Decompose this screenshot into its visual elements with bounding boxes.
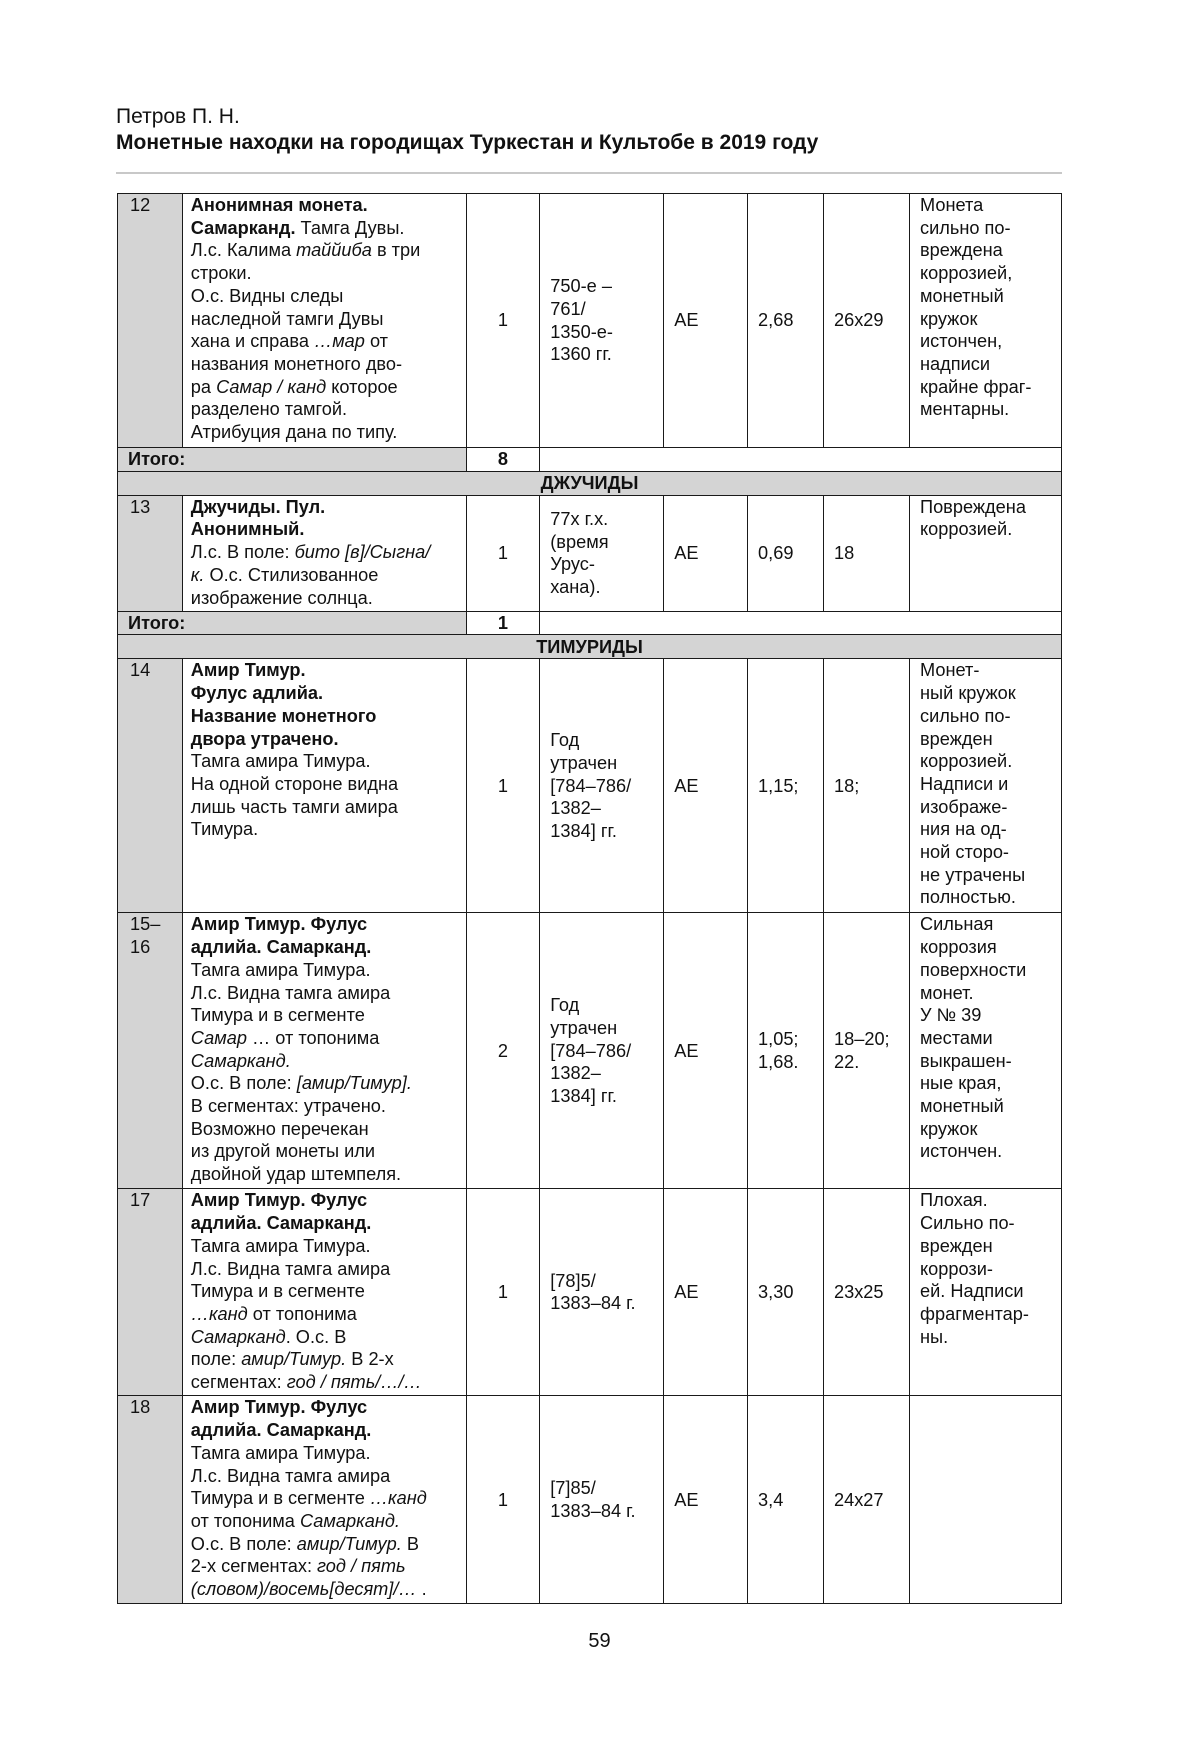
coin-weight (748, 1396, 824, 1604)
section-header (118, 635, 1062, 659)
description-text: … от топонима (246, 1027, 380, 1048)
cell-line: коррозия (920, 937, 997, 958)
description-line (191, 194, 462, 217)
coin-notes (910, 194, 1062, 448)
row-number-line: 14 (130, 660, 151, 681)
description-line (191, 728, 462, 751)
description-line (191, 1050, 462, 1073)
coin-quantity: 1 (466, 1396, 540, 1604)
coin-quantity: 1 (466, 495, 540, 611)
description-line (191, 398, 462, 421)
coin-notes (910, 913, 1062, 1189)
description-text: . О.с. В (285, 1326, 347, 1347)
cell-line: вреждена (920, 240, 1003, 261)
description-line (191, 239, 462, 262)
coin-notes (910, 1396, 1062, 1604)
description-text: к. (190, 564, 205, 585)
cell-line: изображе- (920, 796, 1008, 817)
description-text: Самар / канд (216, 376, 327, 397)
description-text: бито [в]/Сыгна/ (294, 542, 431, 563)
description-line (191, 959, 462, 982)
coin-date (540, 194, 664, 448)
description-text: год / пять (317, 1556, 406, 1577)
coin-notes (910, 495, 1062, 611)
cell-line: 1360 гг. (550, 344, 612, 365)
cell-line: кружок (920, 308, 978, 329)
description-line (191, 353, 462, 376)
description-text: …мар (314, 331, 365, 352)
description-text: от топонима (190, 1510, 300, 1531)
description-text: Тимура. (190, 819, 259, 840)
coin-quantity: 1 (466, 194, 540, 448)
description-text: ра (190, 376, 217, 397)
cell-line: 24x27 (833, 1489, 884, 1510)
description-text: Тамга амира Тимура. (190, 1442, 371, 1463)
description-line (191, 587, 462, 610)
cell-line: фрагментар- (920, 1303, 1029, 1324)
description-text: из другой монеты или (190, 1141, 376, 1162)
coin-metal: AE (664, 495, 748, 611)
description-text: Тимура и в сегменте (190, 1281, 365, 1302)
cell-line: 1384] гг. (550, 820, 617, 841)
cell-line: 18 (833, 542, 855, 563)
description-line (191, 262, 462, 285)
cell-line: утрачен (550, 1017, 618, 1038)
section-title: ТИМУРИДЫ (118, 635, 1062, 659)
total-row (118, 611, 1062, 635)
description-line (191, 330, 462, 353)
description-text: Тамга Дувы. (295, 217, 405, 238)
coin-size (823, 1189, 909, 1396)
header-author: Петров П. Н. (116, 105, 240, 128)
cell-line: Надписи и (920, 773, 1009, 794)
description-line (191, 1118, 462, 1141)
cell-line: ния на од- (920, 819, 1007, 840)
cell-line: 77x г.х. (550, 508, 609, 529)
description-line (191, 1235, 462, 1258)
description-line (191, 796, 462, 819)
cell-line: ные края, (920, 1073, 1002, 1094)
cell-line: кружок (920, 1118, 978, 1139)
description-text: адлийа. Самарканд. (190, 1420, 372, 1441)
description-line (191, 421, 462, 444)
description-text: поле: (190, 1349, 242, 1370)
cell-line: выкрашен- (920, 1050, 1012, 1071)
cell-line: 2,68 (758, 310, 794, 331)
row-number-line: 12 (130, 195, 151, 215)
row-number (118, 194, 183, 448)
description-line (191, 1371, 462, 1394)
cell-line: 761/ (550, 298, 586, 319)
cell-line: 1383–84 г. (550, 1293, 636, 1314)
description-text: О.с. В поле: (190, 1073, 297, 1094)
description-line (191, 1465, 462, 1488)
description-line (191, 564, 462, 587)
description-line (191, 1072, 462, 1095)
description-line (191, 1487, 462, 1510)
description-line (191, 1027, 462, 1050)
description-text: Тимура и в сегменте (190, 1005, 365, 1026)
description-text: сегментах: (190, 1372, 287, 1393)
cell-line: монетный (920, 1096, 1004, 1117)
cell-line: ный кружок (920, 683, 1016, 704)
description-text: Самарканд (190, 1326, 286, 1347)
coin-size (823, 194, 909, 448)
cell-line: 1382– (550, 798, 601, 819)
coin-weight (748, 659, 824, 913)
description-text: Амир Тимур. Фулус (190, 1190, 368, 1211)
cell-line: 1,15; (758, 775, 799, 796)
description-line (191, 285, 462, 308)
description-text: Атрибуция дана по типу. (190, 422, 398, 443)
description-text: В сегментах: утрачено. (190, 1096, 386, 1117)
description-text: двора утрачено. (190, 728, 339, 749)
coin-description (182, 495, 466, 611)
description-text: Возможно перечекан (190, 1118, 369, 1139)
coin-size (823, 913, 909, 1189)
description-text: В 2-х (346, 1349, 394, 1370)
description-line (191, 541, 462, 564)
coin-weight (748, 495, 824, 611)
total-empty (540, 448, 1062, 472)
row-number-line: 17 (130, 1190, 151, 1211)
coin-metal: AE (664, 1396, 748, 1604)
cell-line: Монета (920, 195, 984, 215)
header-rule (116, 172, 1062, 174)
cell-line: коррозией. (920, 519, 1013, 540)
description-line (191, 308, 462, 331)
description-line (191, 496, 462, 519)
description-line (191, 750, 462, 773)
description-text: от топонима (247, 1303, 357, 1324)
description-text: Самарканд. (190, 217, 296, 238)
description-line (191, 1419, 462, 1442)
description-text: Л.с. Видна тамга амира (190, 1258, 391, 1279)
cell-line: 750-е – (550, 276, 612, 297)
cell-line: ны. (920, 1326, 949, 1347)
cell-line: 0,69 (758, 542, 794, 563)
cell-line: 1384] гг. (550, 1085, 617, 1106)
description-line (191, 1348, 462, 1371)
cell-line: Год (550, 995, 580, 1016)
description-text: строки. (190, 263, 252, 284)
description-line (191, 1163, 462, 1186)
description-text: названия монетного дво- (190, 353, 403, 374)
total-count: 8 (466, 448, 540, 472)
cell-line: Плохая. (920, 1190, 988, 1211)
description-text: Самар (190, 1027, 247, 1048)
coin-size (823, 659, 909, 913)
description-text: …канд (369, 1488, 427, 1509)
cell-line: 1383–84 г. (550, 1500, 636, 1521)
cell-line: [78]5/ (550, 1270, 596, 1291)
description-text: от (364, 331, 389, 352)
description-line (191, 936, 462, 959)
description-text: Анонимный. (190, 519, 305, 540)
coin-metal: AE (664, 913, 748, 1189)
description-text: Тамга амира Тимура. (190, 959, 371, 980)
description-text: О.с. В поле: (190, 1533, 297, 1554)
description-text: амир/Тимур. (296, 1533, 402, 1554)
row-number (118, 1189, 183, 1396)
description-text: изображение солнца. (190, 587, 373, 608)
row-number-line: 13 (130, 496, 151, 517)
coin-description (182, 194, 466, 448)
cell-line: 1382– (550, 1063, 601, 1084)
total-row (118, 448, 1062, 472)
description-line (191, 1442, 462, 1465)
description-line (191, 518, 462, 541)
coin-size (823, 495, 909, 611)
table-row (118, 659, 1062, 913)
cell-line: истончен, (920, 331, 1003, 352)
coin-description (182, 1396, 466, 1604)
description-line (191, 682, 462, 705)
description-line (191, 773, 462, 796)
cell-line: истончен. (920, 1141, 1003, 1162)
description-text: О.с. Видны следы (190, 285, 344, 306)
coin-weight (748, 913, 824, 1189)
cell-line: Повреждена (920, 496, 1026, 517)
description-text: Джучиды. Пул. (190, 496, 326, 517)
description-line (191, 217, 462, 240)
cell-line: Год (550, 730, 580, 751)
cell-line: У № 39 (920, 1005, 982, 1026)
coin-date (540, 659, 664, 913)
cell-line: 22. (833, 1051, 860, 1072)
description-line (191, 659, 462, 682)
coin-quantity: 1 (466, 1189, 540, 1396)
cell-line: монет. (920, 982, 974, 1003)
coin-date (540, 913, 664, 1189)
cell-line: полностью. (920, 887, 1016, 908)
cell-line: местами (920, 1027, 993, 1048)
header-title: Монетные находки на городищах Туркестан и Культобе в 2019 году (116, 131, 819, 154)
description-text: (словом)/восемь[десят]/… (190, 1579, 417, 1600)
coin-description (182, 659, 466, 913)
description-text: 2-х сегментах: (190, 1556, 318, 1577)
cell-line: монетный (920, 285, 1004, 306)
table-row (118, 1189, 1062, 1396)
description-line (191, 1095, 462, 1118)
cell-line: коррозией, (920, 263, 1013, 284)
cell-line: [7]85/ (550, 1478, 596, 1499)
cell-line: 1,68. (758, 1051, 799, 1072)
coin-metal: AE (664, 659, 748, 913)
description-line (191, 1578, 462, 1601)
coin-description (182, 913, 466, 1189)
description-text: Амир Тимур. (190, 660, 306, 681)
coin-weight (748, 1189, 824, 1396)
coin-date (540, 1189, 664, 1396)
description-text: Самарканд. (190, 1050, 291, 1071)
coin-quantity: 1 (466, 659, 540, 913)
description-line (191, 1303, 462, 1326)
description-text: Амир Тимур. Фулус (190, 914, 368, 935)
description-text: Самарканд. (299, 1510, 400, 1531)
description-line (191, 1280, 462, 1303)
cell-line: сильно по- (920, 705, 1011, 726)
description-line (191, 1326, 462, 1349)
cell-line: 1,05; (758, 1029, 799, 1050)
description-text: Название монетного (190, 705, 377, 726)
description-text: которое (326, 376, 398, 397)
cell-line: утрачен (550, 752, 618, 773)
description-text: [амир/Тимур]. (296, 1073, 412, 1094)
coin-finds-table (117, 193, 1062, 1604)
description-line (191, 1212, 462, 1235)
cell-line: 23x25 (833, 1282, 884, 1303)
cell-line: Монет- (920, 660, 980, 681)
coin-metal: AE (664, 194, 748, 448)
description-text: Тамга амира Тимура. (190, 751, 371, 772)
cell-line: (время (550, 531, 609, 552)
description-text: наследной тамги Дувы (190, 308, 384, 329)
description-line (191, 982, 462, 1005)
coin-notes (910, 659, 1062, 913)
cell-line: Урус- (550, 554, 595, 575)
total-label: Итого: (118, 448, 467, 472)
description-text: адлийа. Самарканд. (190, 937, 372, 958)
description-text: Анонимная монета. (190, 195, 368, 215)
total-label: Итого: (118, 611, 467, 635)
description-text: разделено тамгой. (190, 399, 348, 420)
cell-line: крайне фраг- (920, 376, 1032, 397)
description-line (191, 913, 462, 936)
coin-metal: AE (664, 1189, 748, 1396)
description-line (191, 1140, 462, 1163)
table-row (118, 1396, 1062, 1604)
description-line (191, 705, 462, 728)
cell-line: хана). (550, 576, 601, 597)
section-header (118, 471, 1062, 495)
row-number (118, 495, 183, 611)
coin-date (540, 1396, 664, 1604)
description-text: Тимура и в сегменте (190, 1488, 370, 1509)
description-text: Л.с. Видна тамга амира (190, 982, 391, 1003)
description-line (191, 1510, 462, 1533)
description-text: О.с. Стилизованное (204, 564, 379, 585)
description-text: Амир Тимур. Фулус (190, 1397, 368, 1418)
coin-size (823, 1396, 909, 1604)
cell-line: [784–786/ (550, 775, 632, 796)
cell-line: поверхности (920, 959, 1027, 980)
description-line (191, 1396, 462, 1419)
description-text: амир/Тимур. (241, 1349, 347, 1370)
description-text: Тамга амира Тимура. (190, 1235, 371, 1256)
coin-date (540, 495, 664, 611)
cell-line: 18–20; (833, 1029, 890, 1050)
cell-line: врежден (920, 1235, 993, 1256)
description-text: Л.с. Видна тамга амира (190, 1465, 391, 1486)
cell-line: 1350-е- (550, 321, 613, 342)
cell-line: Сильно по- (920, 1213, 1015, 1234)
row-number (118, 913, 183, 1189)
description-text: Л.с. Калима (190, 240, 297, 261)
cell-line: [784–786/ (550, 1040, 632, 1061)
description-text: двойной удар штемпеля. (190, 1164, 402, 1185)
cell-line: не утрачены (920, 864, 1026, 885)
description-line (191, 376, 462, 399)
cell-line: 3,4 (758, 1489, 784, 1510)
cell-line: коррози- (920, 1258, 993, 1279)
description-line (191, 1258, 462, 1281)
description-text: в три (371, 240, 421, 261)
description-text: лишь часть тамги амира (190, 796, 398, 817)
cell-line: Сильная (920, 914, 994, 935)
cell-line: ной сторо- (920, 842, 1009, 863)
cell-line: 18; (833, 775, 860, 796)
description-text: …канд (190, 1303, 248, 1324)
description-line (191, 1004, 462, 1027)
description-text: Фулус адлийа. (190, 683, 324, 704)
coin-description (182, 1189, 466, 1396)
row-number-line: 16 (130, 937, 151, 958)
cell-line: коррозией. (920, 751, 1013, 772)
cell-line: ментарны. (920, 399, 1010, 420)
description-text: На одной стороне видна (190, 773, 399, 794)
description-text: таййиба (296, 240, 372, 261)
description-text: хана и справа (190, 331, 315, 352)
total-empty (540, 611, 1062, 635)
page-number: 59 (588, 1630, 611, 1652)
cell-line: врежден (920, 728, 993, 749)
row-number-line: 15– (130, 914, 161, 935)
table-row (118, 194, 1062, 448)
cell-line: ей. Надписи (920, 1281, 1024, 1302)
table-row (118, 913, 1062, 1189)
description-line (191, 1533, 462, 1556)
row-number (118, 659, 183, 913)
coin-quantity: 2 (466, 913, 540, 1189)
cell-line: сильно по- (920, 217, 1011, 238)
description-text: год / пять/…/… (286, 1372, 422, 1393)
description-text: Л.с. В поле: (190, 542, 295, 563)
table-row (118, 495, 1062, 611)
running-header (116, 104, 1062, 156)
description-text: . (416, 1579, 427, 1600)
row-number (118, 1396, 183, 1604)
total-count: 1 (466, 611, 540, 635)
description-line (191, 1555, 462, 1578)
cell-line: 3,30 (758, 1282, 794, 1303)
description-text: В (401, 1533, 419, 1554)
description-line (191, 818, 462, 841)
description-line (191, 1189, 462, 1212)
section-title: ДЖУЧИДЫ (118, 471, 1062, 495)
cell-line: 26x29 (833, 310, 884, 331)
description-text: адлийа. Самарканд. (190, 1213, 372, 1234)
cell-line: надписи (920, 353, 991, 374)
coin-notes (910, 1189, 1062, 1396)
coin-weight (748, 194, 824, 448)
row-number-line: 18 (130, 1397, 151, 1418)
